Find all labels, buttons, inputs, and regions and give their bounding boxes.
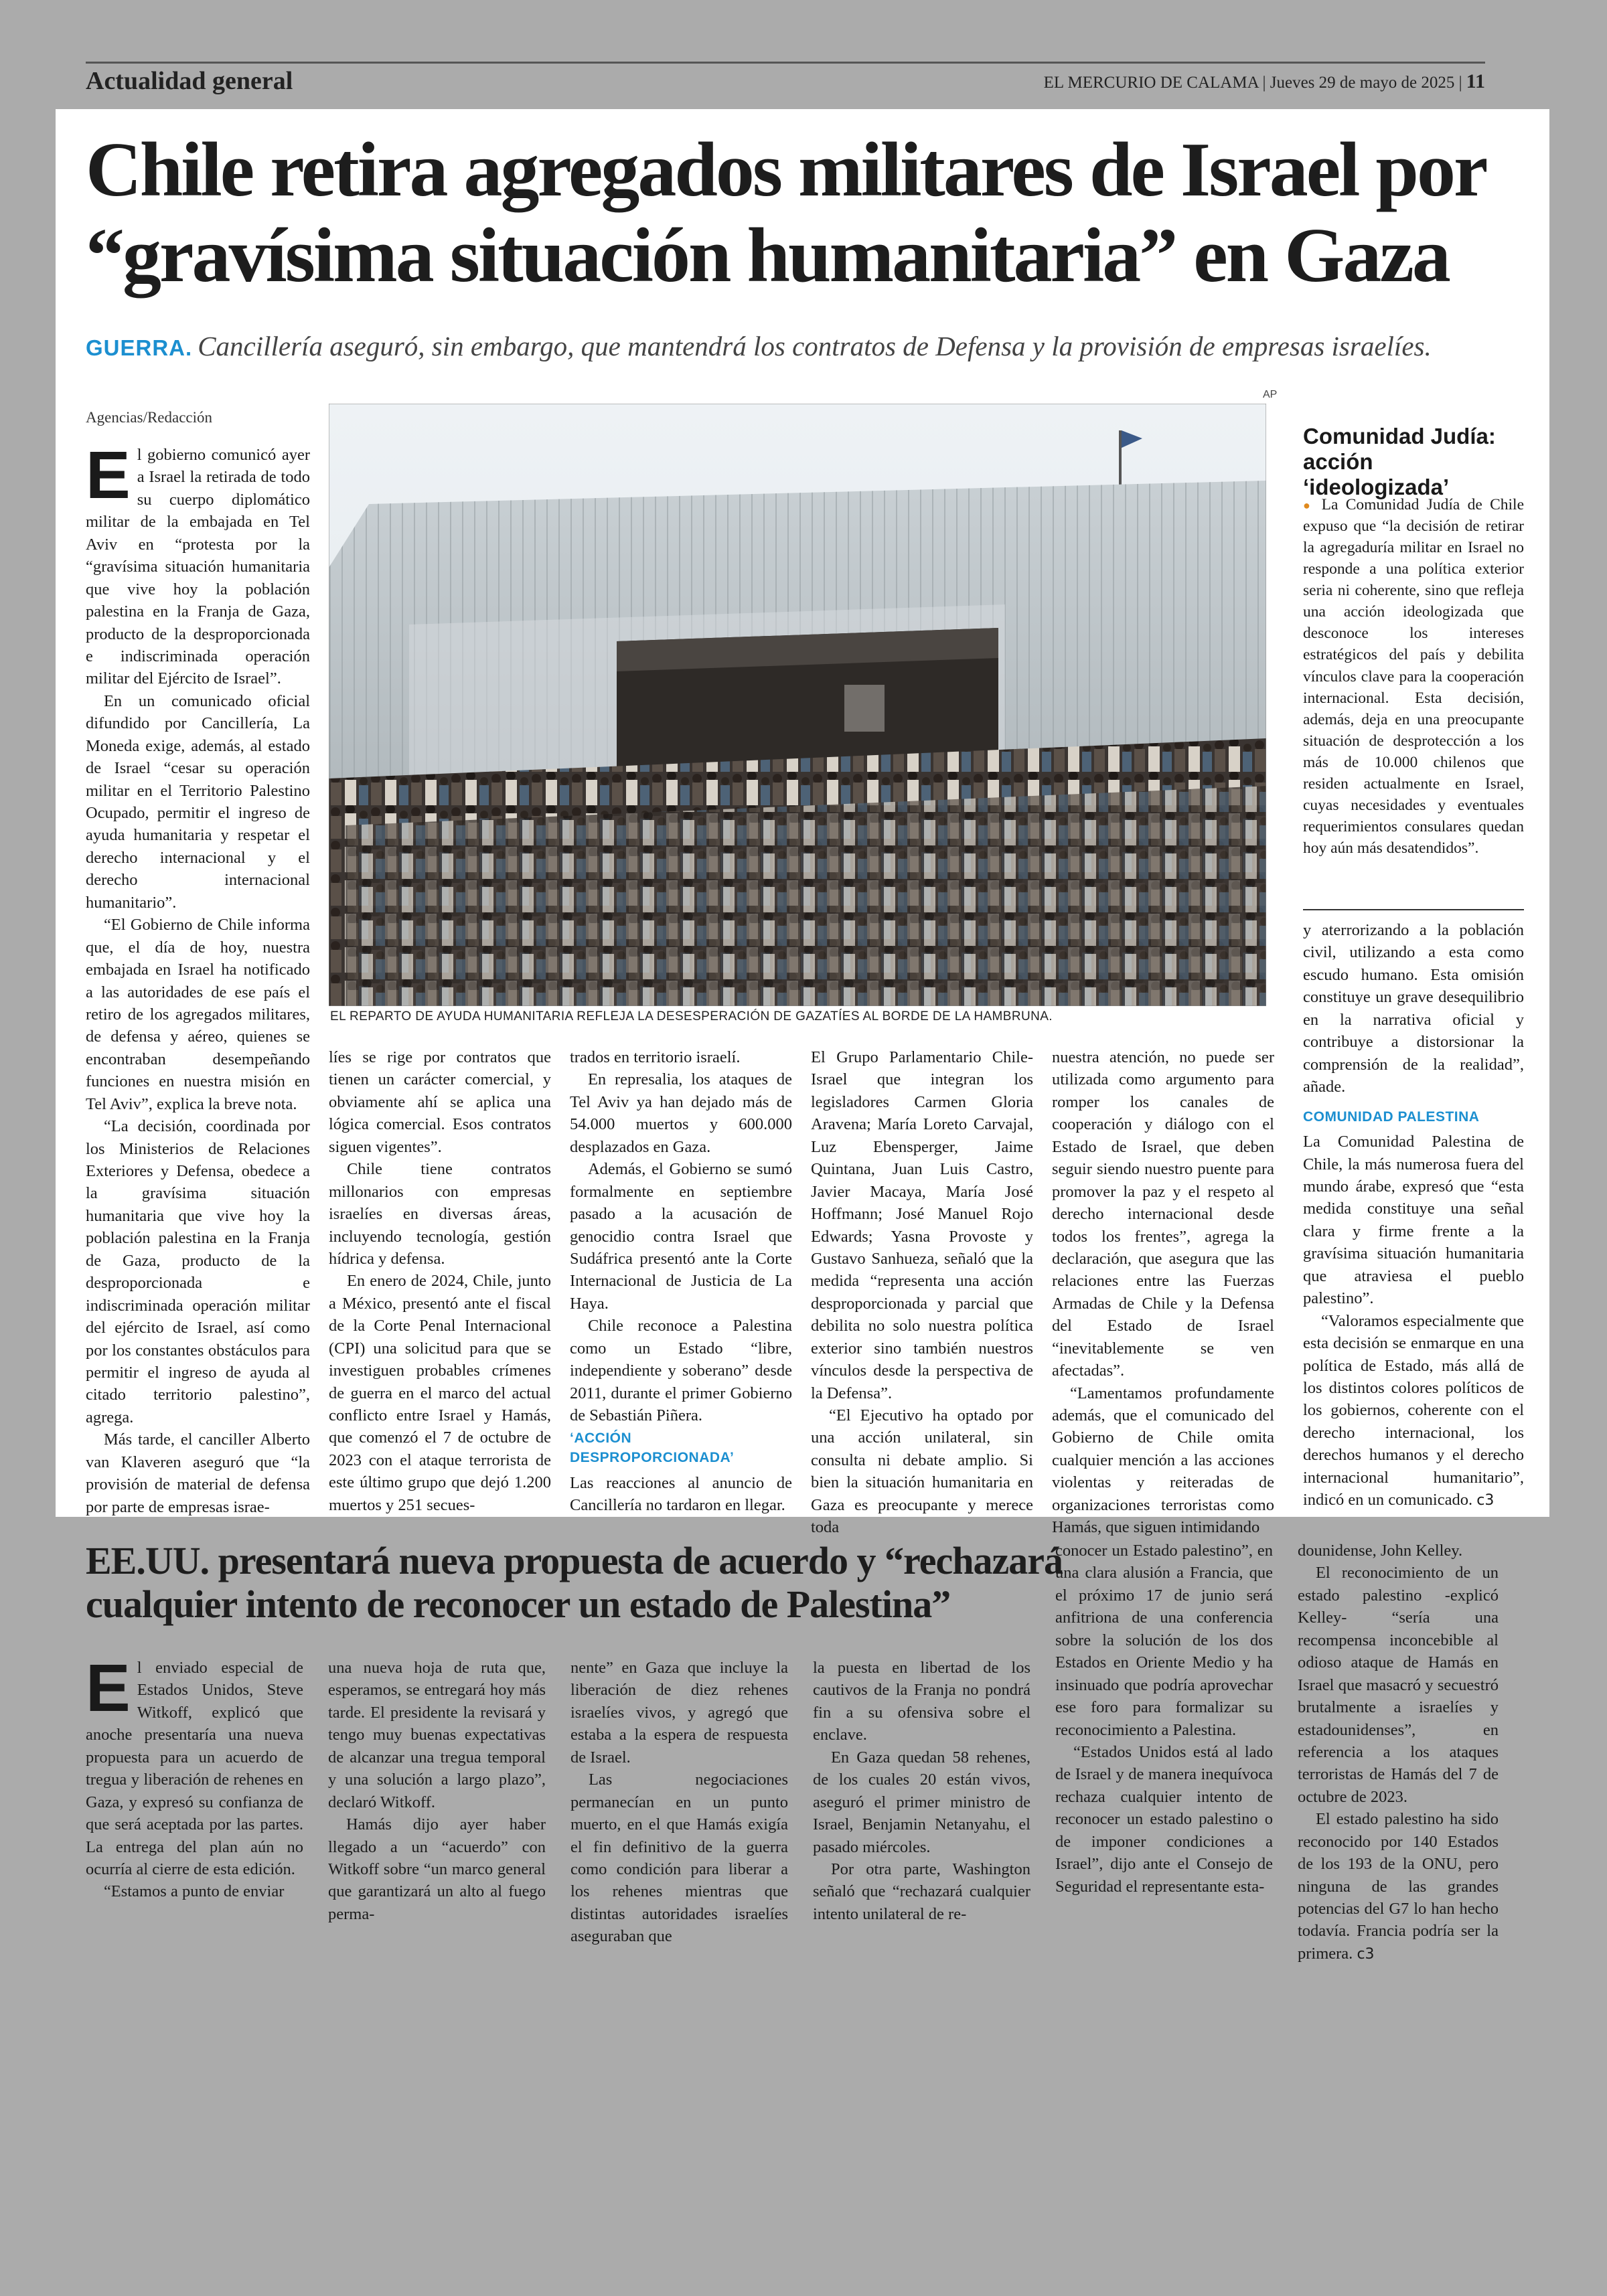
crowd-warehouse-photo <box>329 404 1266 1006</box>
paragraph: una nueva hoja de ruta que, esperamos, se entregará hoy más tarde. El presidente la revisará y tengo muy buenas expectativas de alcanzar una tregua temporal y una solución a largo plazo”, declaró Witkoff. <box>328 1659 546 1811</box>
paragraph: El reconocimiento de un estado palestino -explicó Kelley- “sería una recompensa inconcebible al odioso ataque de Hamás en Israel que masacró y secuestró brutalmente a israelíes y estadounidenses”, en referencia a los ataques terroristas de Hamás del 7 de octubre de 2023. <box>1298 1564 1499 1806</box>
paragraph: la puesta en libertad de los cautivos de la Franja no pondrá fin a su ofensiva sobre el enclave. <box>813 1659 1030 1744</box>
end-mark: c3 <box>1476 1492 1495 1509</box>
article-headline: Chile retira agregados militares de Israel por “gravísima situación humanitaria” en Gaza <box>86 127 1485 299</box>
paragraph: En represalia, los ataques de Tel Aviv ya han dejado más de 54.000 muertos y 600.000 desplazados en Gaza. <box>570 1070 792 1156</box>
paragraph: “La decisión, coordinada por los Ministerios de Relaciones Exteriores y Defensa, obedece a la gravísima situación humanitaria que vive hoy la población palestina en la Franja de Gaza, producto de la desproporcionada e indiscriminada operación militar del ejército de Israel, así como por los constantes obstáculos para permitir el ingreso de ayuda al citado territorio palestino”, agrega. <box>86 1117 310 1426</box>
paragraph: La Comunidad Judía de Chile expuso que “la decisión de retirar la agregaduría militar en Israel no responde a una política exterior seria ni coherente, sino que refleja una acción ideologizada que desconoce los intereses estratégicos del país y debilita vínculos clave para la cooperación internacional. Esta decisión, además, deja en una preocupante situación de desprotección a los más de 10.000 chilenos que residen actualmente en Israel, cuyas necesidades y eventuales requerimientos consulares quedan hoy aún más desatendidos”. <box>1303 496 1525 857</box>
sidebar-divider <box>1303 909 1524 910</box>
article-column-1 <box>86 438 310 1518</box>
paragraph: Chile reconoce a Palestina como un Estado “libre, independiente y soberano” desde 2011, durante el primer Gobierno de Sebastián Piñera. <box>570 1317 792 1424</box>
article-column-2 <box>328 1657 546 1925</box>
masthead-text: EL MERCURIO DE CALAMA | Jueves 29 de mayo de 2025 | <box>1043 74 1462 92</box>
paragraph: y aterrorizando a la población civil, utilizando a esta como escudo humano. Esta omisión constituye un grave desequilibrio en la narrativa oficial y contribuye a distorsionar la comprensión de la realidad”, añade. <box>1303 921 1524 1096</box>
dropcap: E <box>86 1651 131 1726</box>
paragraph: conocer un Estado palestino”, en una clara alusión a Francia, que el próximo 17 de junio será anfitriona de una conferencia sobre la solución de los dos Estados en Oriente Medio y ha insinuado que podría aprovechar ese foro para formalizar su reconocimiento a Palestina. <box>1055 1542 1273 1739</box>
kicker-label: GUERRA. <box>86 335 193 360</box>
paragraph: Por otra parte, Washington señaló que “rechazará cualquier intento unilateral de re- <box>813 1860 1030 1923</box>
article-column-3 <box>570 1046 792 1517</box>
sidebar-title: Comunidad Judía: acción ‘ideologizada’ <box>1303 424 1496 499</box>
paragraph: Más tarde, el canciller Alberto van Klaveren aseguró que “la provisión de material de defensa por parte de empresas israe- <box>86 1430 310 1516</box>
photo-caption: EL REPARTO DE AYUDA HUMANITARIA REFLEJA LA DESESPERACIÓN DE GAZATÍES AL BORDE DE LA HAMBRUNA. <box>330 1009 1053 1023</box>
paragraph: líes se rige por contratos que tienen un carácter comercial, y obviamente ahí se aplica una lógica comercial. Esos contratos siguen vigentes”. <box>329 1048 551 1156</box>
paragraph: “El Ejecutivo ha optado por una acción unilateral, sin consulta ni debate amplio. Si bien la situación humanitaria en Gaza es preocupante y merece toda <box>811 1406 1033 1537</box>
paragraph: Hamás dijo ayer haber llegado a un “acuerdo” con Witkoff sobre “un marco general que garantizará un alto al fuego perma- <box>328 1815 546 1923</box>
paragraph: trados en territorio israelí. <box>570 1048 741 1066</box>
article-headline: EE.UU. presentará nueva propuesta de acuerdo y “rechazará cualquier intento de reconocer un estado de Palestina” <box>86 1539 1063 1626</box>
article-column-6 <box>1298 1540 1499 1965</box>
article-subheadline <box>86 330 1532 362</box>
paragraph: En un comunicado oficial difundido por Cancillería, La Moneda exige, además, al estado de Israel “cesar su operación militar en el Territorio Palestino Ocupado, permitir el ingreso de ayuda humanitaria y respetar el derecho internacional y el derecho internacional humanitario”. <box>86 691 310 912</box>
paragraph: En enero de 2024, Chile, junto a México, presentó ante el fiscal de la Corte Penal Internacional (CPI) una solicitud para que se investiguen probables crímenes de guerra en el marco del actual conflicto entre Israel y Hamás, que comenzó el 7 de octubre de 2023 con el ataque terrorista de este último grupo que dejó 1.200 muertos y 251 secues- <box>329 1272 551 1514</box>
masthead <box>1044 70 1485 93</box>
paragraph: El Grupo Parlamentario Chile-Israel que integran los legisladores Carmen Gloria Aravena; María Loreto Carvajal, Luz Ebensperger, Jaime Quintana, Juan Luis Castro, Javier Macaya, María José Hoffmann; José Manuel Rojo Edwards; Yasna Provoste y Gustavo Sanhueza, señaló que la medida “representa una acción desproporcionada y parcial que debilita no solo nuestra política exterior sino también nuestros vínculos desde la perspectiva de la Defensa”. <box>811 1048 1033 1402</box>
section-subhead: ‘ACCIÓN DESPROPORCIONADA’ <box>570 1430 735 1466</box>
paragraph: “Estamos a punto de enviar <box>103 1882 285 1901</box>
article-column-5 <box>1055 1540 1273 1898</box>
page-header <box>86 62 1485 100</box>
article-column-3 <box>570 1657 788 1948</box>
paragraph: l enviado especial de Estados Unidos, Steve Witkoff, explicó que anoche presentaría una nueva propuesta para un acuerdo de tregua y liberación de rehenes en Gaza, y expresó su confianza de que será aceptada por las partes. La entrega del plan aún no ocurría al cierre de esta edición. <box>86 1659 303 1878</box>
paragraph: nuestra atención, no puede ser utilizada como argumento para romper los canales de cooperación y diálogo con el Estado de Israel, que deben seguir siendo nuestro puente para promover la paz y el respeto al derecho internacional desde todos los frentes”, agrega la declaración, que asegura que las relaciones entre las Fuerzas Armadas de Chile y la Defensa del Estado de Israel “inevitablemente se ven afectadas”. <box>1052 1048 1274 1380</box>
paragraph: Las reacciones al anuncio de Cancillería no tardaron en llegar. <box>570 1473 792 1515</box>
paragraph: “Estados Unidos está al lado de Israel y de manera inequívoca rechaza cualquier intento de reconocer un estado palestino o de imponer condiciones a Israel”, dijo ante el Consejo de Seguridad el representante esta- <box>1055 1742 1273 1896</box>
sidebar-box <box>1303 494 1524 859</box>
main-article <box>56 109 1549 1537</box>
news-photo <box>329 404 1266 1006</box>
byline: Agencias/Redacción <box>86 409 213 426</box>
paragraph: El estado palestino ha sido reconocido por 140 Estados de los 193 de la ONU, pero ninguna de las grandes potencias del G7 lo han hecho todavía. Francia podría ser la primera. <box>1298 1810 1499 1963</box>
paragraph: nente” en Gaza que incluye la liberación de diez rehenes israelíes vivos, y agregó que estaba a la espera de respuesta de Israel. <box>570 1659 788 1767</box>
end-mark: c3 <box>1357 1945 1375 1963</box>
subheadline-text: Cancillería aseguró, sin embargo, que mantendrá los contratos de Defensa y la provisión de empresas israelíes. <box>198 331 1432 361</box>
paragraph: “Valoramos especialmente que esta decisión se enmarque en una política de Estado, más allá de los distintos colores políticos de los gobiernos, coherente con el derecho internacional, los derechos humanos y el derecho internacional humanitario”, indicó en un comunicado. <box>1303 1311 1524 1509</box>
paragraph: l gobierno comunicó ayer a Israel la retirada de todo su cuerpo diplomático militar de la embajada en Tel Aviv en “protesta por la “gravísima situación humanitaria que vive hoy la población palestina en la Franja de Gaza, producto de la desproporcionada e indiscriminada operación militar del Ejército de Israel”. <box>86 446 310 688</box>
article-column-4 <box>813 1657 1030 1925</box>
paragraph: dounidense, John Kelley. <box>1298 1542 1463 1560</box>
article-column-4 <box>811 1046 1033 1539</box>
paragraph: “Lamentamos profundamente además, que el comunicado del Gobierno de Chile omita cualquier mención a las acciones violentas y reiteradas de organizaciones terroristas como Hamás, que siguen intimidando <box>1052 1384 1274 1537</box>
paragraph: La Comunidad Palestina de Chile, la más numerosa fuera del mundo árabe, expresó que “esta medida constituye una señal clara y firme frente a la gravísima situación humanitaria que atraviesa el pueblo palestino”. <box>1303 1133 1524 1308</box>
paragraph: Las negociaciones permanecían en un punto muerto, en el que Hamás exigía el fin definitivo de la guerra como condición para liberar a los rehenes mientras que distintas autoridades israelíes aseguraban que <box>570 1771 788 1946</box>
paragraph: “El Gobierno de Chile informa que, el día de hoy, nuestra embajada en Israel ha notificado a las autoridades de ese país el retiro de los agregados militares, de defensa y aéreo, quienes se encontraban desempeñando funciones en nuestra misión en Tel Aviv”, explica la breve nota. <box>86 916 310 1113</box>
section-subhead: COMUNIDAD PALESTINA <box>1303 1109 1480 1125</box>
page-number: 11 <box>1466 70 1485 92</box>
paragraph: En Gaza quedan 58 rehenes, de los cuales 20 están vivos, aseguró el primer ministro de Israel, Benjamin Netanyahu, el pasado miércoles. <box>813 1748 1030 1856</box>
article-column-2 <box>329 1046 551 1516</box>
article-column-5 <box>1052 1046 1274 1539</box>
paragraph: Chile tiene contratos millonarios con empresas israelíes en diversas áreas, incluyendo tecnología, gestión hídrica y defensa. <box>329 1160 551 1268</box>
bullet-icon: ● <box>1303 499 1314 512</box>
paragraph: Además, el Gobierno se sumó formalmente en septiembre pasado a la acusación de genocidio contra Israel que Sudáfrica presentó ante la Corte Internacional de Justicia de La Haya. <box>570 1160 792 1313</box>
article-column-1 <box>86 1651 303 1903</box>
photo-credit: AP <box>1263 389 1278 400</box>
section-name: Actualidad general <box>86 67 293 95</box>
dropcap: E <box>86 438 131 513</box>
article-column-6 <box>1303 919 1524 1511</box>
